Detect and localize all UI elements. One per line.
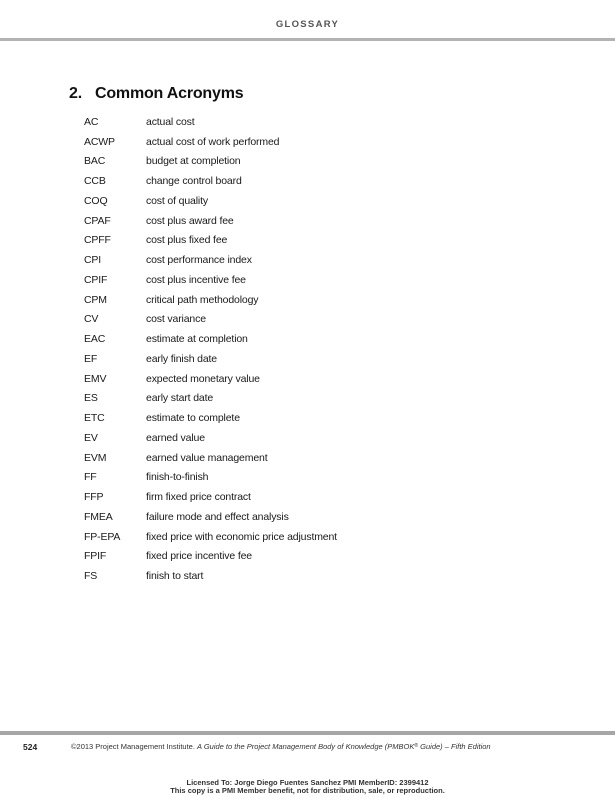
acronym-term: EVM: [84, 451, 107, 464]
acronym-term: FMEA: [84, 510, 113, 523]
acronym-term: CPI: [84, 254, 102, 267]
acronym-row: [84, 547, 337, 567]
footer-divider: [0, 731, 615, 735]
book-title-suffix: Guide) – Fifth Edition: [418, 742, 491, 751]
acronym-row: [84, 389, 337, 409]
acronym-definition: cost plus incentive fee: [146, 273, 246, 286]
acronym-row: [84, 112, 337, 132]
acronym-definition: cost plus award fee: [146, 214, 234, 227]
license-line-2: This copy is a PMI Member benefit, not for distribution, sale, or reproduction.: [170, 786, 445, 795]
acronym-row: [84, 566, 337, 586]
acronym-row: [84, 191, 337, 211]
acronym-definition: budget at completion: [146, 155, 241, 168]
acronym-term: AC: [84, 115, 99, 128]
acronym-definition: critical path methodology: [146, 293, 259, 306]
copyright-notice: [71, 742, 491, 751]
book-title-main: A Guide to the Project Management Body of Knowledge (PMBOK: [197, 742, 415, 751]
acronym-term: FP-EPA: [84, 530, 121, 543]
acronym-row: [84, 369, 337, 389]
acronym-row: [84, 152, 337, 172]
acronym-definition: cost plus fixed fee: [146, 234, 228, 247]
acronym-term: CPM: [84, 293, 107, 306]
acronym-row: [84, 408, 337, 428]
acronym-row: [84, 211, 337, 231]
page-number: 524: [23, 742, 38, 752]
acronym-term: EV: [84, 431, 98, 444]
copyright-prefix: ©2013 Project Management Institute.: [71, 742, 195, 751]
acronym-term: EF: [84, 352, 98, 365]
acronym-row: [84, 132, 337, 152]
acronym-term: FF: [84, 471, 97, 484]
acronym-row: [84, 428, 337, 448]
acronym-term: ACWP: [84, 135, 115, 148]
acronym-term: BAC: [84, 155, 106, 168]
acronym-definition: failure mode and effect analysis: [146, 510, 289, 523]
acronym-definition: finish to start: [146, 570, 204, 583]
acronym-row: [84, 231, 337, 251]
acronym-term: EMV: [84, 372, 107, 385]
acronym-term: CV: [84, 313, 99, 326]
acronym-term: ES: [84, 392, 98, 405]
acronym-row: [84, 171, 337, 191]
section-heading: [69, 85, 243, 103]
acronym-definition: early start date: [146, 392, 214, 405]
acronym-term: EAC: [84, 333, 106, 346]
acronym-definition: expected monetary value: [146, 372, 260, 385]
acronym-row: [84, 329, 337, 349]
registered-mark: ®: [414, 743, 419, 749]
acronym-row: [84, 310, 337, 330]
acronym-definition: earned value management: [146, 451, 268, 464]
acronym-row: [84, 468, 337, 488]
acronym-row: [84, 250, 337, 270]
acronym-row: [84, 349, 337, 369]
acronym-row: [84, 507, 337, 527]
acronym-definition: change control board: [146, 175, 242, 188]
acronym-definition: actual cost of work performed: [146, 135, 280, 148]
running-header: GLOSSARY: [275, 19, 340, 30]
acronym-term: CPFF: [84, 234, 111, 247]
acronym-definition: estimate at completion: [146, 333, 248, 346]
acronym-definition: finish-to-finish: [146, 471, 209, 484]
acronym-term: COQ: [84, 194, 108, 207]
acronym-definition: estimate to complete: [146, 412, 240, 425]
acronym-row: [84, 290, 337, 310]
acronym-definition: cost performance index: [146, 254, 252, 267]
acronym-term: CCB: [84, 175, 106, 188]
section-number: 2.: [69, 85, 82, 102]
acronym-list: [84, 112, 337, 586]
license-line-1: Licensed To: Jorge Diego Fuentes Sanchez PMI MemberID: 2399412: [186, 778, 429, 787]
book-title: [197, 742, 491, 751]
acronym-definition: fixed price with economic price adjustment: [146, 530, 337, 543]
acronym-term: FPIF: [84, 550, 107, 563]
acronym-term: CPAF: [84, 214, 111, 227]
license-notice: [0, 779, 615, 795]
acronym-row: [84, 487, 337, 507]
acronym-definition: actual cost: [146, 115, 195, 128]
header-divider: [0, 38, 615, 41]
acronym-term: FS: [84, 570, 98, 583]
acronym-definition: cost variance: [146, 313, 206, 326]
acronym-term: CPIF: [84, 273, 108, 286]
acronym-row: [84, 270, 337, 290]
acronym-definition: firm fixed price contract: [146, 491, 251, 504]
acronym-row: [84, 527, 337, 547]
acronym-definition: fixed price incentive fee: [146, 550, 252, 563]
acronym-definition: early finish date: [146, 352, 217, 365]
acronym-definition: earned value: [146, 431, 205, 444]
acronym-term: FFP: [84, 491, 104, 504]
acronym-definition: cost of quality: [146, 194, 208, 207]
section-title: Common Acronyms: [95, 85, 244, 102]
acronym-row: [84, 448, 337, 468]
acronym-term: ETC: [84, 412, 105, 425]
